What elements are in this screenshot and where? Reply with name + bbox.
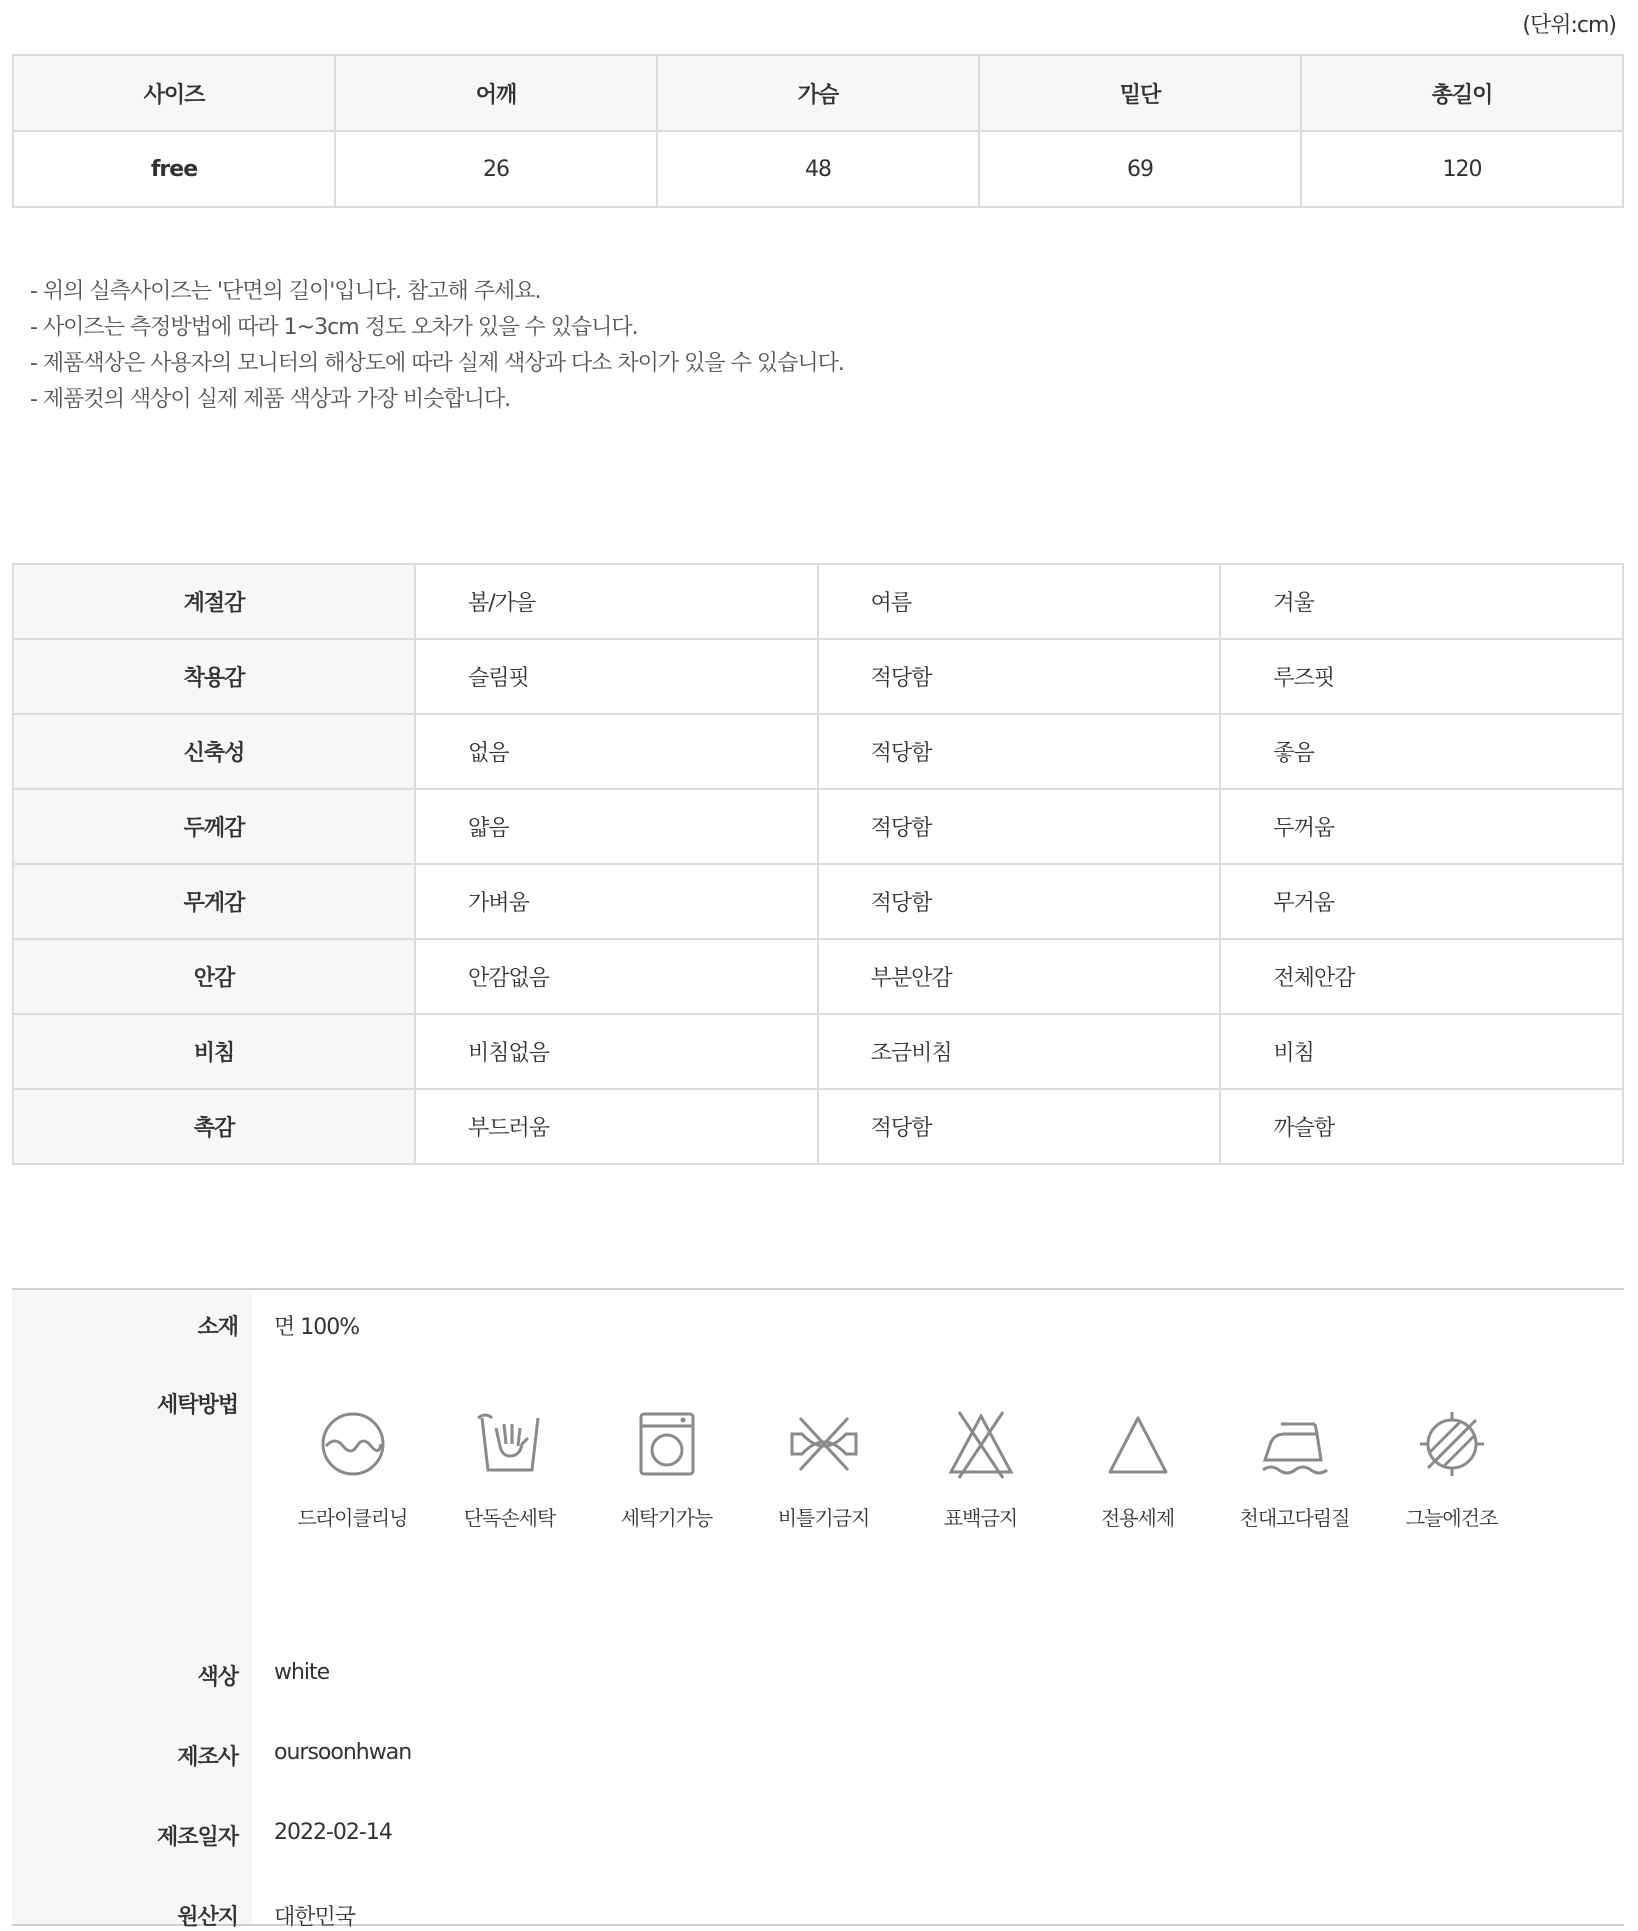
size-cell-length: 120	[1301, 131, 1623, 207]
feel-option: 부드러움	[415, 1089, 818, 1164]
size-cell-hem: 69	[979, 131, 1301, 207]
size-notes	[30, 274, 844, 418]
size-cell-chest: 48	[657, 131, 979, 207]
feel-row-lining	[13, 939, 1623, 1014]
feel-option: 겨울	[1220, 564, 1623, 639]
feel-label: 두께감	[13, 789, 415, 864]
maker-value: oursoonhwan	[274, 1740, 412, 1765]
feel-option: 무거움	[1220, 864, 1623, 939]
care-label: 표백금지	[943, 1506, 1018, 1530]
note-line: - 사이즈는 측정방법에 따라 1~3cm 정도 오차가 있을 수 있습니다.	[30, 315, 638, 340]
feel-option: 비침없음	[415, 1014, 818, 1089]
size-table	[12, 54, 1624, 208]
care-label: 세탁기가능	[620, 1506, 713, 1530]
feel-option: 조금비침	[818, 1014, 1221, 1089]
no-bleach-icon	[945, 1408, 1017, 1480]
color-value: white	[274, 1660, 330, 1685]
shade-dry-icon	[1416, 1408, 1488, 1480]
feel-option: 안감없음	[415, 939, 818, 1014]
care-icons	[274, 1408, 1574, 1558]
feel-row-season	[13, 564, 1623, 639]
date-label: 제조일자	[156, 1825, 238, 1850]
dry-cleaning-icon	[317, 1408, 389, 1480]
date-value: 2022-02-14	[274, 1820, 392, 1845]
feel-label: 신축성	[13, 714, 415, 789]
feel-option: 가벼움	[415, 864, 818, 939]
no-wring-icon	[788, 1408, 860, 1480]
feel-option: 적당함	[818, 864, 1221, 939]
feel-option: 여름	[818, 564, 1221, 639]
feel-row-sheerness	[13, 1014, 1623, 1089]
maker-label: 제조사	[177, 1745, 238, 1770]
material-label: 소재	[197, 1315, 238, 1340]
feel-row-texture	[13, 1089, 1623, 1164]
size-header-hem: 밑단	[979, 55, 1301, 131]
washing-label: 세탁방법	[156, 1393, 238, 1418]
hand-wash-icon	[474, 1408, 546, 1480]
feel-option: 적당함	[818, 1089, 1221, 1164]
note-line: - 위의 실측사이즈는 '단면의 길이'입니다. 참고해 주세요.	[30, 279, 541, 304]
care-label: 단독손세탁	[463, 1506, 556, 1530]
size-table-row	[13, 131, 1623, 207]
color-label: 색상	[197, 1665, 238, 1690]
feel-option: 좋음	[1220, 714, 1623, 789]
feel-option: 봄/가을	[415, 564, 818, 639]
material-value: 면 100%	[274, 1315, 360, 1340]
feel-option: 전체안감	[1220, 939, 1623, 1014]
feel-option: 얇음	[415, 789, 818, 864]
feel-label: 계절감	[13, 564, 415, 639]
care-item	[1373, 1408, 1530, 1531]
care-item	[902, 1408, 1059, 1531]
feel-option: 슬림핏	[415, 639, 818, 714]
washing-machine-icon	[631, 1408, 703, 1480]
care-item	[745, 1408, 902, 1531]
feel-option: 적당함	[818, 714, 1221, 789]
size-cell-shoulder: 26	[335, 131, 657, 207]
care-item	[274, 1408, 431, 1531]
feel-option: 루즈핏	[1220, 639, 1623, 714]
care-item	[431, 1408, 588, 1531]
feel-row-weight	[13, 864, 1623, 939]
feel-label: 촉감	[13, 1089, 415, 1164]
care-item	[588, 1408, 745, 1531]
care-label: 비틀기금지	[777, 1506, 870, 1530]
feel-row-stretch	[13, 714, 1623, 789]
size-table-header-row	[13, 55, 1623, 131]
feel-label: 비침	[13, 1014, 415, 1089]
size-cell-size: free	[13, 131, 335, 207]
detergent-icon	[1102, 1408, 1174, 1480]
feel-option: 비침	[1220, 1014, 1623, 1089]
product-info-section	[12, 1288, 1624, 1930]
size-header-size: 사이즈	[13, 55, 335, 131]
feel-label: 착용감	[13, 639, 415, 714]
feel-label: 안감	[13, 939, 415, 1014]
feel-option: 적당함	[818, 639, 1221, 714]
feel-row-thickness	[13, 789, 1623, 864]
feel-option: 적당함	[818, 789, 1221, 864]
care-label: 드라이클리닝	[297, 1506, 408, 1530]
feel-option: 없음	[415, 714, 818, 789]
feel-option: 까슬함	[1220, 1089, 1623, 1164]
size-header-length: 총길이	[1301, 55, 1623, 131]
feel-row-fit	[13, 639, 1623, 714]
note-line: - 제품색상은 사용자의 모니터의 해상도에 따라 실제 색상과 다소 차이가 있을 수 있습니다.	[30, 351, 844, 376]
note-line: - 제품컷의 색상이 실제 제품 색상과 가장 비슷합니다.	[30, 387, 511, 412]
care-item	[1216, 1408, 1373, 1531]
care-item	[1059, 1408, 1216, 1531]
origin-value: 대한민국	[274, 1905, 356, 1930]
feel-label: 무게감	[13, 864, 415, 939]
unit-label: (단위:cm)	[1522, 13, 1616, 38]
care-label: 전용세제	[1100, 1506, 1175, 1530]
feel-option: 두꺼움	[1220, 789, 1623, 864]
feel-option: 부분안감	[818, 939, 1221, 1014]
care-label: 천대고다림질	[1239, 1506, 1350, 1530]
care-label: 그늘에건조	[1405, 1506, 1498, 1530]
origin-label: 원산지	[177, 1905, 238, 1930]
size-header-chest: 가슴	[657, 55, 979, 131]
iron-with-cloth-icon	[1259, 1408, 1331, 1480]
size-header-shoulder: 어깨	[335, 55, 657, 131]
product-feel-table	[12, 563, 1624, 1165]
